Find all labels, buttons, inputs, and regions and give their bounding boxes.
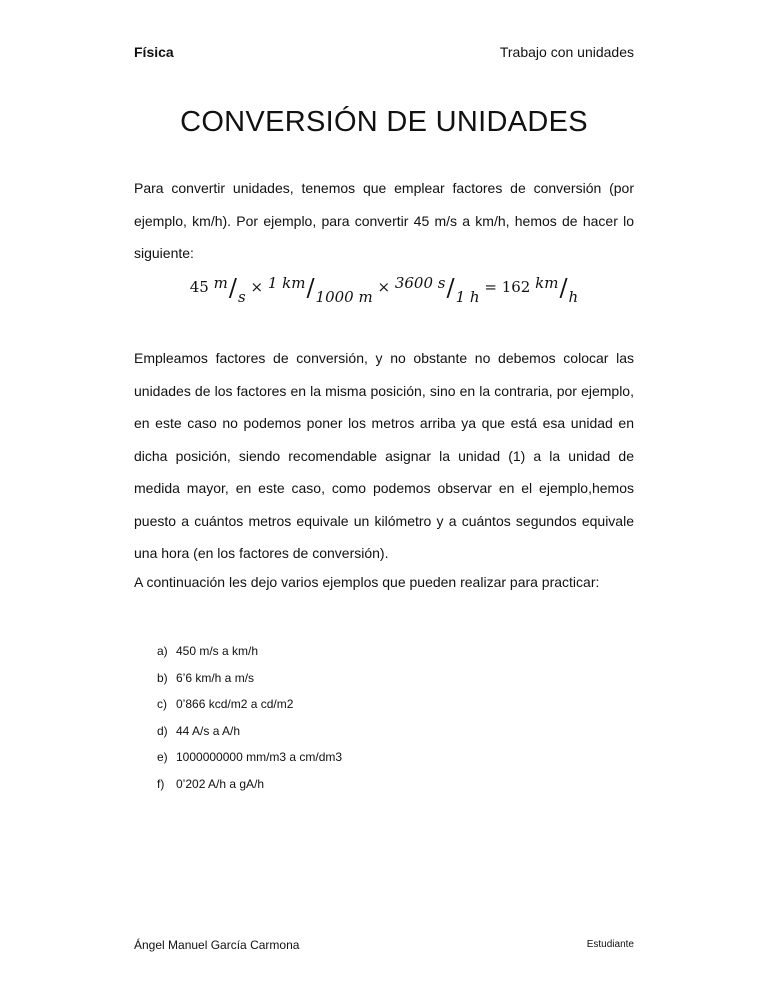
conversion-formula: 45 m/s × 1 km/1000 m × 3600 s/1 h = 162 km/h [189, 274, 579, 306]
header-topic: Trabajo con unidades [499, 44, 634, 60]
factor1-top: 1 km [267, 274, 306, 292]
list-item [157, 724, 342, 751]
list-marker: f) [157, 776, 165, 791]
term1-unit-bottom: s [237, 288, 246, 306]
list-item-text: 0’866 kcd/m2 a cd/m2 [176, 697, 294, 711]
footer-role: Estudiante [586, 939, 634, 950]
list-item-text: 6’6 km/h a m/s [176, 670, 255, 685]
intro-paragraph: Para convertir unidades, tenemos que emplear factores de conversión (por ejemplo, km/h). Por ejemplo, para convertir 45 m/s a km/h, hemos de hacer lo siguiente: [134, 180, 634, 261]
list-item-text: 1000000000 mm/m3 a cm/dm3 [176, 750, 343, 764]
term1-number: 45 [189, 278, 209, 296]
list-marker: a) [157, 644, 168, 658]
explanation-paragraph: Empleamos factores de conversión, y no obstante no debemos colocar las unidades de los factores en la misma posición, sino en la contraria, por ejemplo, en este caso no podemos poner los metros arriba ya que está esa unidad en dicha posición, siendo recomendable asignar la unidad (1) a la unidad de medida mayor, en este caso, como podemos observar en el ejemplo,hemos puesto a cuántos metros equivale un kilómetro y a cuántos segundos equivale una hora (en los factores de conversión). [134, 350, 634, 561]
factor1-bottom: 1000 m [315, 288, 373, 306]
list-marker: c) [157, 697, 167, 711]
list-marker: e) [157, 750, 168, 764]
list-item [157, 671, 342, 698]
exercise-list [157, 644, 342, 803]
times-sign-1: × [250, 278, 264, 296]
footer-author: Ángel Manuel García Carmona [134, 938, 300, 952]
result-unit-bottom: h [568, 288, 579, 306]
list-item-text: 0’202 A/h a gA/h [176, 776, 265, 791]
list-item-text: 44 A/s a A/h [176, 723, 241, 738]
list-marker: b) [157, 670, 168, 685]
result-number: 162 [501, 278, 531, 296]
times-sign-2: × [377, 278, 391, 296]
practice-intro-paragraph: A continuación les dejo varios ejemplos que pueden realizar para practicar: [134, 574, 600, 590]
factor2-top: 3600 s [394, 274, 446, 292]
list-item-text: 450 m/s a km/h [176, 644, 259, 658]
term1-unit-top: m [213, 274, 228, 292]
list-item [157, 697, 342, 724]
list-item [157, 777, 342, 804]
equals-sign: = [484, 278, 497, 296]
factor2-bottom: 1 h [455, 288, 480, 306]
list-item [157, 750, 342, 777]
list-item [157, 644, 342, 671]
header-subject: Física [134, 44, 174, 60]
list-marker: d) [157, 723, 168, 738]
page-title: CONVERSIÓN DE UNIDADES [180, 106, 588, 138]
result-unit-top: km [535, 274, 559, 292]
